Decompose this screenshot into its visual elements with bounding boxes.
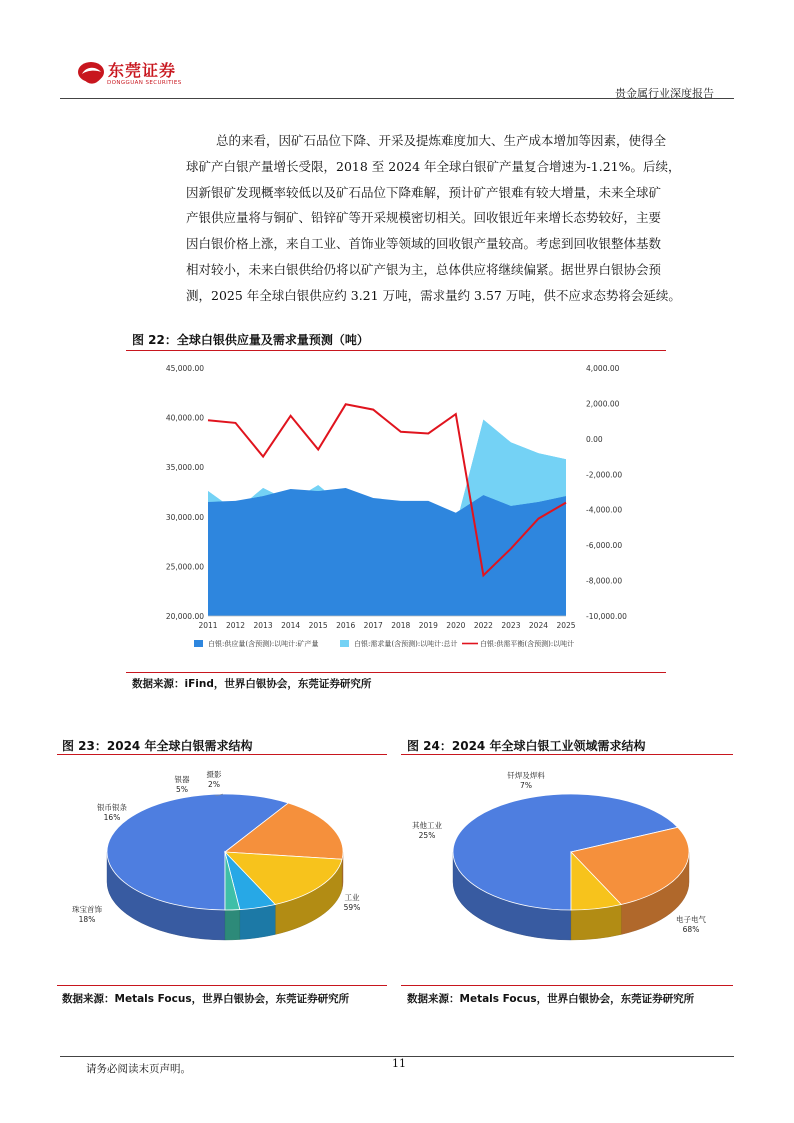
left-tick-label: 45,000.00 [165,364,204,373]
right-tick-label: -4,000.00 [586,505,623,515]
figure24-pie [401,760,733,980]
pie-label-name: 其他工业 [412,821,442,830]
right-tick-label: -6,000.00 [586,541,623,551]
demand-excess-segment [310,485,319,491]
pie-label-name: 银器 [174,775,190,784]
legend-label: 白银:需求量(含预测):以吨计:总计 [354,640,458,648]
pie-label-value: 2% [208,780,220,789]
legend-label: 白银:供需平衡(含预测):以吨计 [480,640,575,648]
figure22-chart [126,356,666,656]
pie-label-value: 68% [682,925,700,934]
pie-label-value: 7% [520,781,532,790]
figure22-title-rule [126,350,666,351]
x-tick-label: 2017 [363,621,383,630]
right-tick-label: 4,000.00 [586,364,620,373]
footer-disclaimer: 请务必阅读末页声明。 [86,1063,191,1075]
body-line: 产银供应量将与铜矿、铅锌矿等开采规模密切相关。回收银近年来增长态势较好，主要 [186,210,662,226]
right-tick-label: -2,000.00 [586,470,623,480]
x-tick-label: 2020 [446,621,466,630]
x-tick-label: 2025 [556,621,576,630]
page-number: 11 [392,1057,406,1070]
left-tick-label: 25,000.00 [165,562,204,572]
pie-label-value: 5% [176,785,188,794]
figure22-areas [208,420,566,616]
x-tick-label: 2011 [198,621,218,630]
demand-excess-segment [539,453,567,502]
x-tick-label: 2022 [473,621,493,630]
body-line: 因白银价格上涨，来自工业、首饰业等领域的回收银产量较高。考虑到回收银整体基数 [186,236,662,252]
right-tick-label: 0.00 [586,434,603,444]
logo-text-cn: 东莞证券 [108,61,177,80]
x-tick-label: 2019 [418,621,438,630]
x-tick-label: 2016 [336,621,356,630]
pie-label-name: 工业 [344,893,360,902]
pie-label-value: 25% [418,831,436,840]
logo-text-en: DONGGUAN SECURITIES [107,80,182,86]
left-tick-label: 20,000.00 [165,612,204,621]
pie-label-value: 16% [103,813,121,822]
figure24-source-rule [401,985,733,986]
figure22-legend [194,639,574,648]
right-tick-label: 2,000.00 [586,399,620,409]
report-type: 贵金属行业深度报告 [615,87,714,100]
x-tick-label: 2012 [225,621,246,630]
figure22-right-axis [586,364,627,621]
pie-label-name: 电子电气 [676,915,706,924]
figure22-x-axis [198,616,575,630]
pie-side-银器 [240,904,275,939]
pie-label-value: 18% [78,915,96,924]
pie-label-name: 钎焊及焊料 [507,771,545,780]
x-tick-label: 2024 [528,621,549,630]
left-tick-label: 30,000.00 [165,512,204,522]
body-paragraph [186,128,718,309]
figure24-source: 数据来源：Metals Focus，世界白银协会，东莞证券研究所 [407,993,695,1005]
figure23-title-rule [57,754,387,755]
figure23-source-rule [57,985,387,986]
x-tick-label: 2013 [253,621,273,630]
legend-swatch [340,640,349,647]
dongguan-logo-icon [76,58,106,88]
body-line: 因新银矿发现概率较低以及矿石品位下降难解，预计矿产银难有较大增量，未来全球矿 [186,184,662,200]
figure22-title: 图 22：全球白银供应量及需求量预测（吨） [132,333,369,347]
pie-tops [453,794,689,910]
pie-label-value: 59% [343,903,361,912]
body-line: 总的来看，因矿石品位下降、开采及提炼难度加大、生产成本增加等因素，使得全 [216,133,667,148]
header-divider [60,98,734,99]
demand-excess-segment [511,442,539,506]
x-tick-label: 2023 [501,621,521,630]
supply-area [208,488,566,616]
figure23-source: 数据来源：Metals Focus，世界白银协会，东莞证券研究所 [62,993,350,1005]
legend-swatch [194,640,203,647]
pie-label-name: 摄影 [206,770,222,779]
figure22-left-axis [166,364,204,621]
pie-label-name: 珠宝首饰 [72,905,102,914]
figure22-source-rule [126,672,666,673]
pie-label-name: 银币银条 [97,803,127,812]
right-tick-label: -10,000.00 [586,612,627,621]
x-tick-label: 2018 [391,621,411,630]
legend-label: 白银:供应量(含预测):以吨计:矿产量 [208,640,319,648]
figure24-title: 图 24：2024 年全球白银工业领域需求结构 [407,739,646,753]
demand-excess-segment [208,491,222,502]
left-tick-label: 40,000.00 [165,413,204,423]
demand-excess-segment [483,420,511,506]
pie-side-摄影 [225,910,240,940]
left-tick-label: 35,000.00 [165,463,204,473]
figure24-title-rule [401,754,733,755]
x-tick-label: 2014 [281,621,301,630]
body-line: 相对较小，未来白银供给仍将以矿产银为主，总体供应将继续偏紧。据世界白银协会预 [186,261,662,277]
right-tick-label: -8,000.00 [586,576,623,586]
body-line: 测，2025 年全球白银供应约 3.21 万吨，需求量约 3.57 万吨，供不应求态势将会延续。 [186,287,681,303]
x-tick-label: 2015 [308,621,328,630]
figure22-source: 数据来源：iFind，世界白银协会，东莞证券研究所 [132,678,372,690]
figure23-title: 图 23：2024 年全球白银需求结构 [62,739,253,753]
demand-excess-segment [318,485,324,491]
body-line: 球矿产白银产量增长受限，2018 至 2024 年全球白银矿产量复合增速为-1.21%。后续， [186,158,681,174]
pie-tops [107,794,343,910]
figure23-pie [57,760,387,980]
